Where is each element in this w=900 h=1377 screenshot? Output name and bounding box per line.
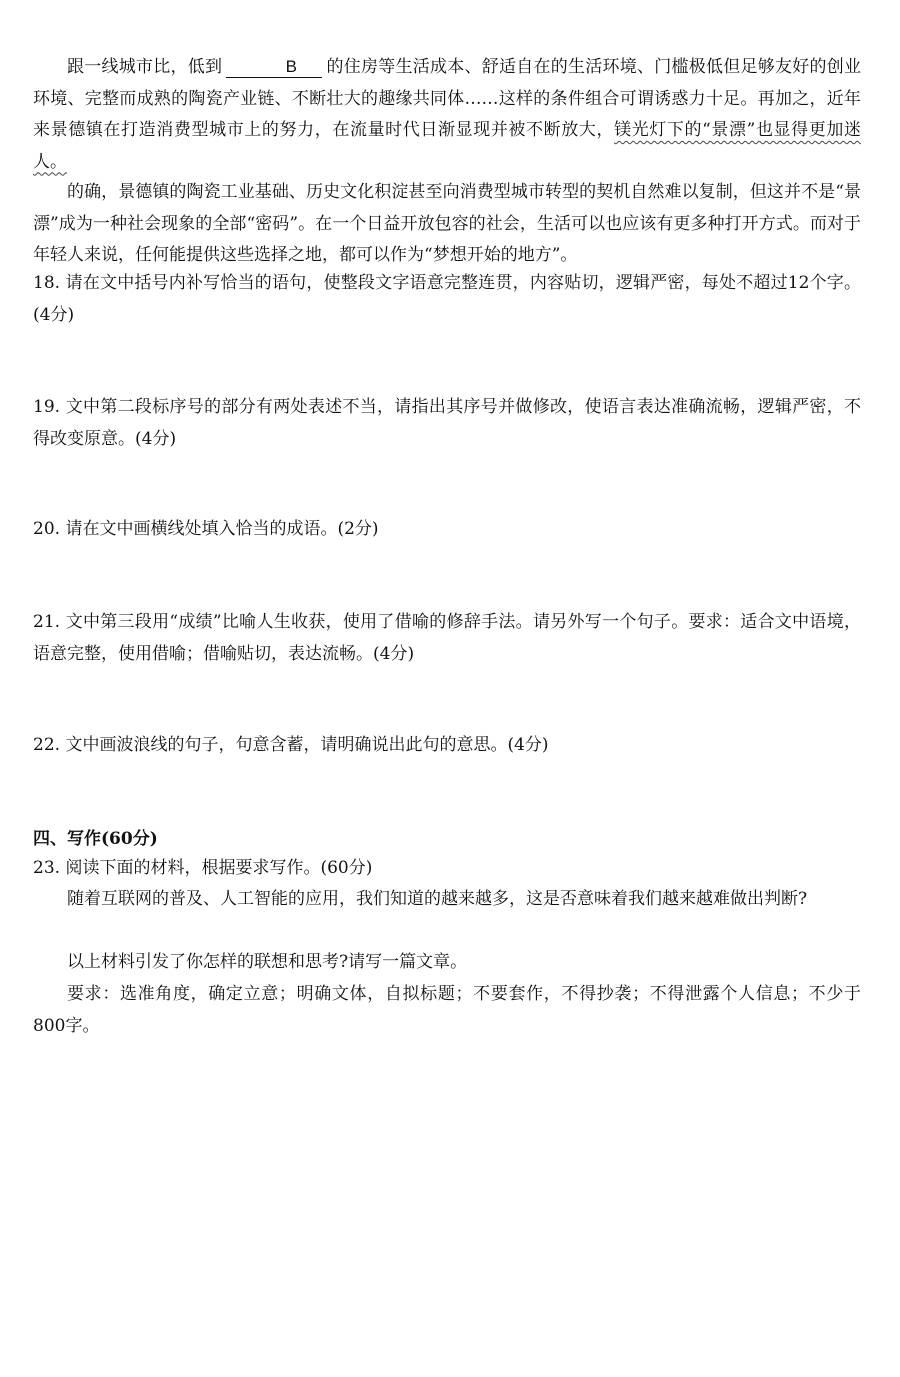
answer-blank: B [226,57,322,78]
p1-text-after-blank: 的住房等生活成本、舒适自在的生活环境、门槛极低但足够友好的创业环境、完整而成熟的陶瓷产业链、不断壮大的趣缘共同体……这样的条件组合可谓诱惑力十足。再加之，近年来景德镇在打造消费型城市上的努力，在流量时代日渐显现并被不断放大， [33,57,861,140]
question-21: 21. 文中第三段用“成绩”比喻人生收获，使用了借喻的修辞手法。请另外写一个句子。要求：适合文中语境，语意完整，使用借喻；借喻贴切，表达流畅。(4分) [33,612,861,664]
writing-prompt: 以上材料引发了你怎样的联想和思考?请写一篇文章。 [67,952,468,972]
question-20: 20. 请在文中画横线处填入恰当的成语。(2分) [33,519,379,539]
writing-requirements: 要求：选准角度，确定立意；明确文体，自拟标题；不要套作，不得抄袭；不得泄露个人信息；不少于800字。 [33,984,861,1036]
p1-text-before-blank: 跟一线城市比，低到 [67,57,223,77]
section-title-writing: 四、写作(60分) [33,829,158,849]
question-18: 18. 请在文中括号内补写恰当的语句，使整段文字语意完整连贯，内容贴切，逻辑严密，每处不超过12个字。(4分) [33,273,861,325]
passage-paragraph-1 [33,52,861,178]
passage-paragraph-2: 的确，景德镇的陶瓷工业基础、历史文化积淀甚至向消费型城市转型的契机自然难以复制，但这并不是“景漂”成为一种社会现象的全部“密码”。在一个日益开放包容的社会，生活可以也应该有更多种打开方式。而对于年轻人来说，任何能提供这些选择之地，都可以作为“梦想开始的地方”。 [33,182,861,265]
question-19: 19. 文中第二段标序号的部分有两处表述不当，请指出其序号并做修改，使语言表达准确流畅，逻辑严密，不得改变原意。(4分) [33,397,861,449]
writing-material: 随着互联网的普及、人工智能的应用，我们知道的越来越多，这是否意味着我们越来越难做出判断? [67,889,808,909]
question-22: 22. 文中画波浪线的句子，句意含蓄，请明确说出此句的意思。(4分) [33,735,549,755]
question-23: 23. 阅读下面的材料，根据要求写作。(60分) [33,858,373,878]
wavy-underlined-sentence: 镁光灯下的“景漂”也显得更加迷人。 [33,120,861,172]
